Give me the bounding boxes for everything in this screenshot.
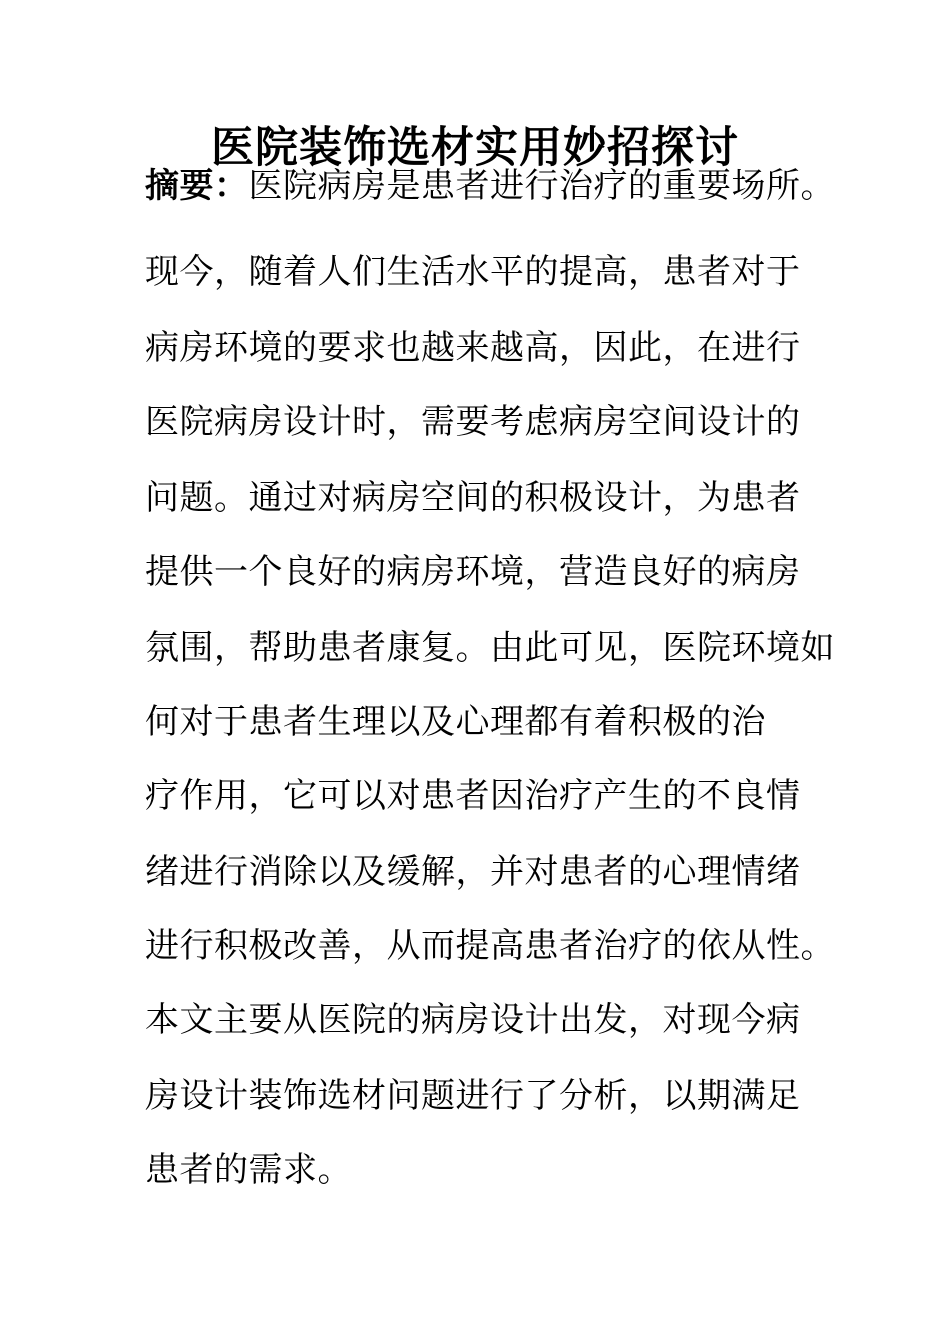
document-title: 医院装饰选材实用妙招探讨	[211, 123, 739, 173]
abstract-text: 医院病房是患者进行治疗的重要场所。	[248, 166, 835, 206]
abstract-line: 现今，随着人们生活水平的提高，患者对于	[145, 252, 801, 292]
abstract-line: 医院病房设计时，需要考虑病房空间设计的	[145, 402, 801, 442]
abstract-line: 问题。通过对病房空间的积极设计，为患者	[145, 478, 801, 518]
abstract-line: 疗作用，它可以对患者因治疗产生的不良情	[145, 776, 801, 816]
abstract-line	[145, 162, 835, 210]
abstract-line: 绪进行消除以及缓解，并对患者的心理情绪	[145, 852, 801, 892]
abstract-line: 本文主要从医院的病房设计出发，对现今病	[145, 1000, 801, 1040]
abstract-label: 摘要：	[145, 166, 249, 206]
abstract-line: 进行积极改善，从而提高患者治疗的依从性。	[145, 926, 835, 966]
abstract-line: 患者的需求。	[145, 1150, 352, 1190]
abstract-line: 何对于患者生理以及心理都有着积极的治	[145, 702, 766, 742]
abstract-line: 房设计装饰选材问题进行了分析，以期满足	[145, 1076, 801, 1116]
abstract-line: 病房环境的要求也越来越高，因此，在进行	[145, 328, 801, 368]
abstract-line: 氛围，帮助患者康复。由此可见，医院环境如	[145, 628, 835, 668]
abstract-line: 提供一个良好的病房环境，营造良好的病房	[145, 552, 801, 592]
